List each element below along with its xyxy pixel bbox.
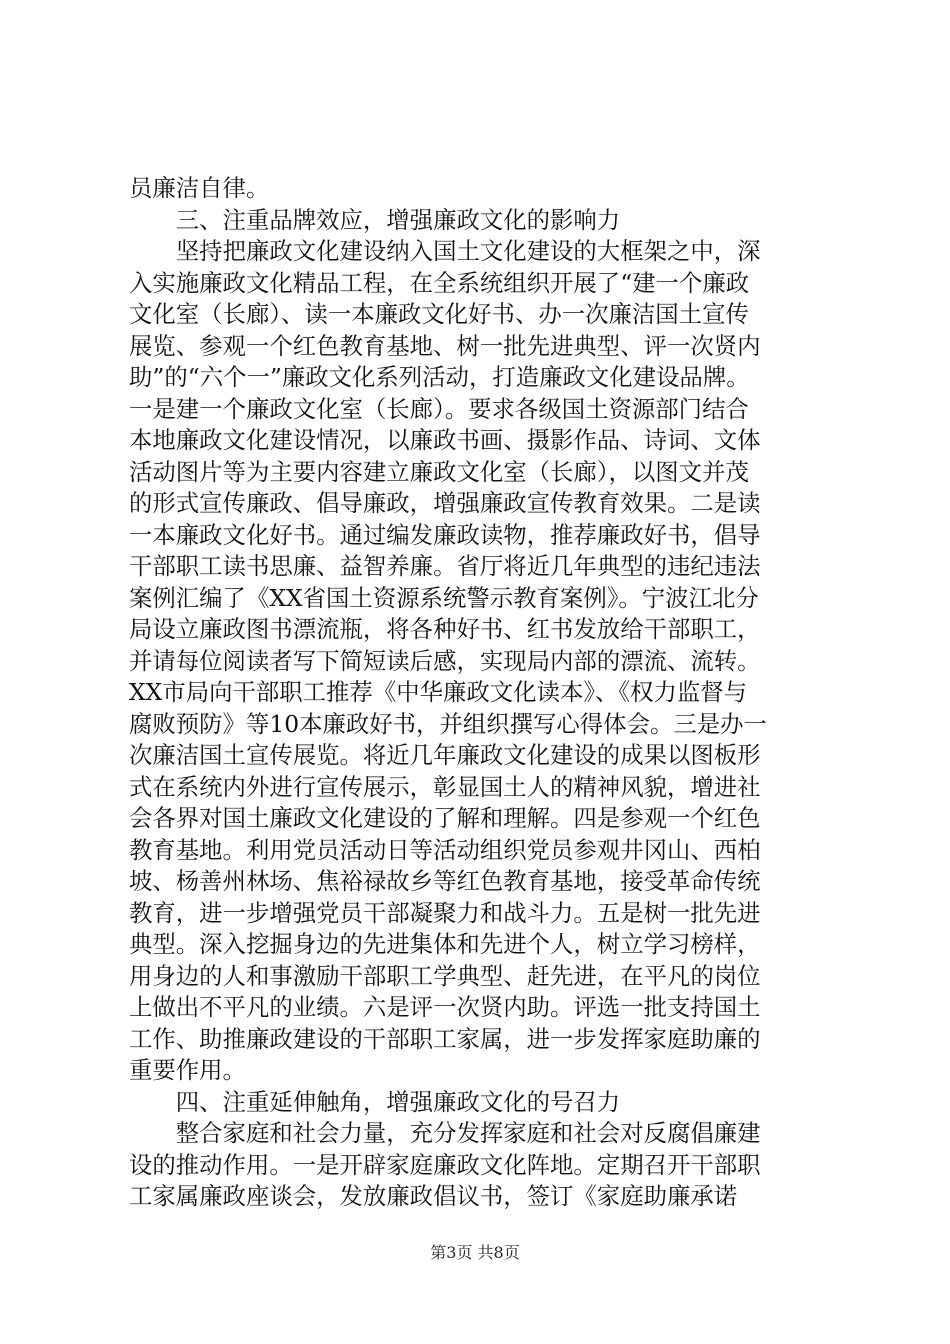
text-line: 坚持把廉政文化建设纳入国土文化建设的大框架之中，深: [129, 237, 761, 265]
text-line: 教育基地。利用党员活动日等活动组织党员参观井冈山、西柏: [129, 835, 761, 864]
text-line: 干部职工读书思廉、益智养廉。省厅将近几年典型的违纪违法: [129, 552, 761, 580]
text-line: 局设立廉政图书漂流瓶，将各种好书、红书发放给干部职工，: [129, 615, 761, 643]
text-line: 工家属廉政座谈会，发放廉政倡议书，签订《家庭助廉承诺: [129, 1182, 738, 1210]
text-line: 文化室（长廊）、读一本廉政文化好书、办一次廉洁国土宣传: [129, 300, 749, 328]
text-line: 设的推动作用。一是开辟家庭廉政文化阵地。定期召开干部职: [129, 1150, 761, 1179]
text-line: 一是建一个廉政文化室（长廊）。要求各级国土资源部门结合: [129, 394, 749, 423]
text-line: 会各界对国土廉政文化建设的了解和理解。四是参观一个红色: [129, 804, 761, 832]
text-line: 式在系统内外进行宣传展示，彰显国土人的精神风貌，增进社: [129, 772, 761, 801]
text-line: 员廉洁自律。: [129, 174, 270, 202]
text-line: 典型。深入挖掘身边的先进集体和先进个人，树立学习榜样，: [129, 930, 761, 958]
text-line: 整合家庭和社会力量，充分发挥家庭和社会对反腐倡廉建: [129, 1119, 761, 1147]
text-line: 腐败预防》等10本廉政好书，并组织撰写心得体会。三是办一: [129, 709, 767, 738]
text-line: 展览、参观一个红色教育基地、树一批先进典型、评一次贤内: [129, 331, 761, 360]
text-line: 教育，进一步增强党员干部凝聚力和战斗力。五是树一批先进: [129, 898, 761, 927]
text-line: 用身边的人和事激励干部职工学典型、赶先进，在平凡的岗位: [129, 961, 761, 990]
text-line: 四、注重延伸触角，增强廉政文化的号召力: [129, 1087, 621, 1116]
text-line: 的形式宣传廉政、倡导廉政，增强廉政宣传教育效果。二是读: [129, 489, 761, 517]
text-line: 三、注重品牌效应，增强廉政文化的影响力: [129, 205, 621, 234]
text-line: 助”的“六个一”廉政文化系列活动，打造廉政文化建设品牌。: [129, 363, 750, 391]
document-body: [129, 173, 839, 1213]
text-line: 本地廉政文化建设情况，以廉政书画、摄影作品、诗词、文体: [129, 426, 761, 454]
text-line: 一本廉政文化好书。通过编发廉政读物，推荐廉政好书，倡导: [129, 520, 761, 549]
page-number-footer: 第3页 共8页: [430, 1243, 520, 1262]
text-line: 次廉洁国土宣传展览。将近几年廉政文化建设的成果以图板形: [129, 741, 761, 769]
text-line: 重要作用。: [129, 1056, 246, 1084]
text-line: 工作、助推廉政建设的干部职工家属，进一步发挥家庭助廉的: [129, 1024, 761, 1053]
text-line: 并请每位阅读者写下简短读后感，实现局内部的漂流、流转。: [129, 646, 761, 675]
text-line: XX市局向干部职工推荐《中华廉政文化读本》、《权力监督与: [129, 678, 748, 706]
text-line: 上做出不平凡的业绩。六是评一次贤内助。评选一批支持国土: [129, 993, 761, 1021]
text-line: 入实施廉政文化精品工程，在全系统组织开展了“建一个廉政: [129, 268, 750, 297]
text-line: 坡、杨善州林场、焦裕禄故乡等红色教育基地，接受革命传统: [129, 867, 761, 895]
text-line: 活动图片等为主要内容建立廉政文化室（长廊），以图文并茂: [129, 457, 749, 486]
text-line: 案例汇编了《XX省国土资源系统警示教育案例》。宁波江北分: [129, 583, 759, 612]
